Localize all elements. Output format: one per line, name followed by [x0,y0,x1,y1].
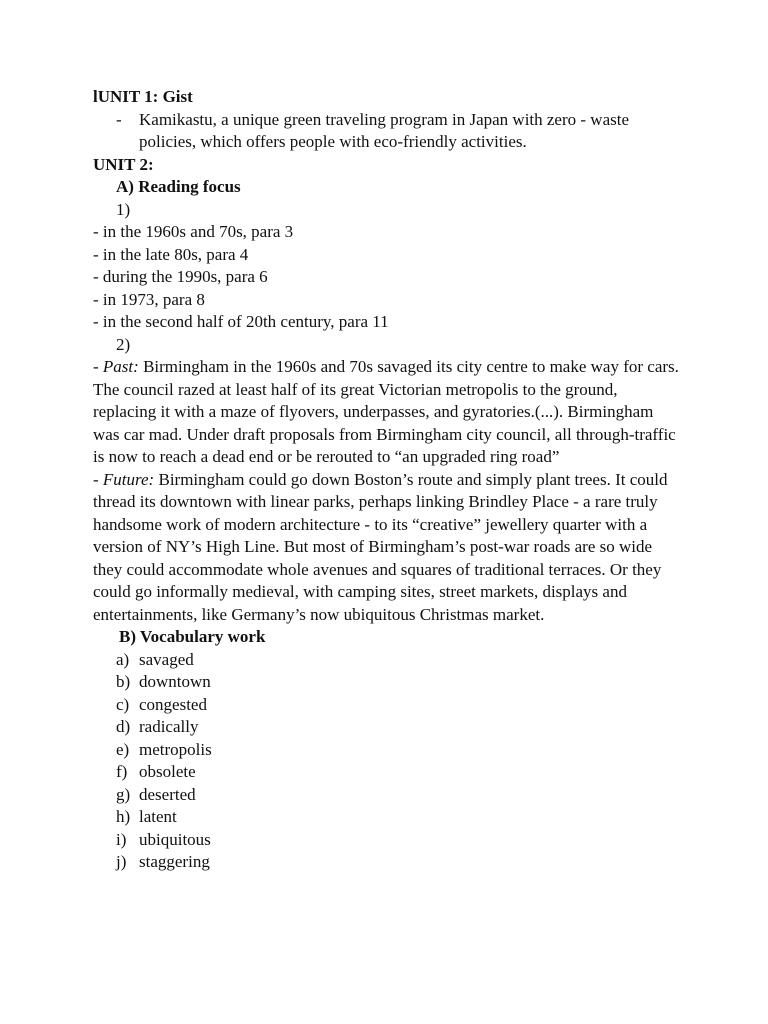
unit1-bullet-text: Kamikastu, a unique green traveling program in Japan with zero - waste policies, which offers people with eco-friendly activities. [139,109,630,151]
vocab-word: congested [139,694,207,714]
document-content [93,86,683,874]
vocabulary-heading: B) Vocabulary work [119,627,266,646]
vocab-item [93,716,683,739]
vocab-item [93,784,683,807]
vocab-item [93,671,683,694]
vocab-marker: i) [116,829,127,849]
past-label: Past: [102,357,139,376]
vocab-word: radically [139,717,199,736]
unit1-heading: lUNIT 1: Gist [93,87,193,106]
past-text: Birmingham in the 1960s and 70s savaged its city centre to make way for cars. The council razed at least half of its great Victorian metropolis to the ground, replacing it with a maze of flyovers, underpasses, and gyratories.(...). Birmingham was car mad. Under draft proposals from Birmingham city council, all through-traffic is now to reach a dead end or be rerouted to “an upgraded ring road” [93,357,679,466]
future-prefix: - [93,469,103,489]
list-item: - during the 1990s, para 6 [93,267,268,286]
list-item: - in the second half of 20th century, para 11 [93,312,389,331]
vocab-marker: f) [116,762,128,781]
vocab-item [93,829,683,852]
vocab-marker: e) [116,739,130,759]
unit2-heading: UNIT 2: [93,154,154,174]
vocab-item [93,739,683,762]
vocab-marker: b) [116,672,131,691]
future-paragraph [93,469,683,627]
reading-focus-heading: A) Reading focus [116,177,241,196]
vocab-word: metropolis [139,739,212,759]
vocab-marker: d) [116,717,131,736]
past-paragraph [93,356,683,469]
future-label: Future: [102,469,155,489]
list-item: - in 1973, para 8 [93,289,205,309]
unit1-bullet [93,109,683,154]
vocab-word: downtown [139,672,211,691]
vocab-marker: c) [116,694,130,714]
vocab-item [93,806,683,829]
vocab-marker: j) [116,852,127,871]
vocab-item [93,851,683,874]
list-item: - in the 1960s and 70s, para 3 [93,222,294,241]
vocab-word: latent [139,807,177,826]
vocab-item [93,649,683,672]
vocab-word: deserted [139,784,196,804]
list-item: - in the late 80s, para 4 [93,244,249,264]
vocab-item [93,761,683,784]
vocab-marker: g) [116,784,131,804]
vocab-marker: a) [116,649,130,669]
past-prefix: - [93,357,103,376]
bullet-marker: - [116,109,122,129]
future-text: Birmingham could go down Boston’s route and simply plant trees. It could thread its downtown with linear parks, perhaps linking Brindley Place - a rare truly handsome work of modern architecture - to its “creative” jewellery quarter with a version of NY’s High Line. But most of Birmingham’s post-war roads are so wide they could accommodate whole avenues and squares of traditional terraces. Or they could go informally medieval, with camping sites, street markets, displays and entertainments, like Germany’s now ubiquitous Christmas market. [93,469,668,624]
vocab-word: obsolete [139,762,196,781]
vocab-word: savaged [139,649,194,669]
part1-label: 1) [116,199,131,219]
vocab-item [93,694,683,717]
vocab-marker: h) [116,807,131,826]
part2-label: 2) [116,334,131,354]
vocab-word: staggering [139,852,210,871]
vocab-word: ubiquitous [139,829,211,849]
